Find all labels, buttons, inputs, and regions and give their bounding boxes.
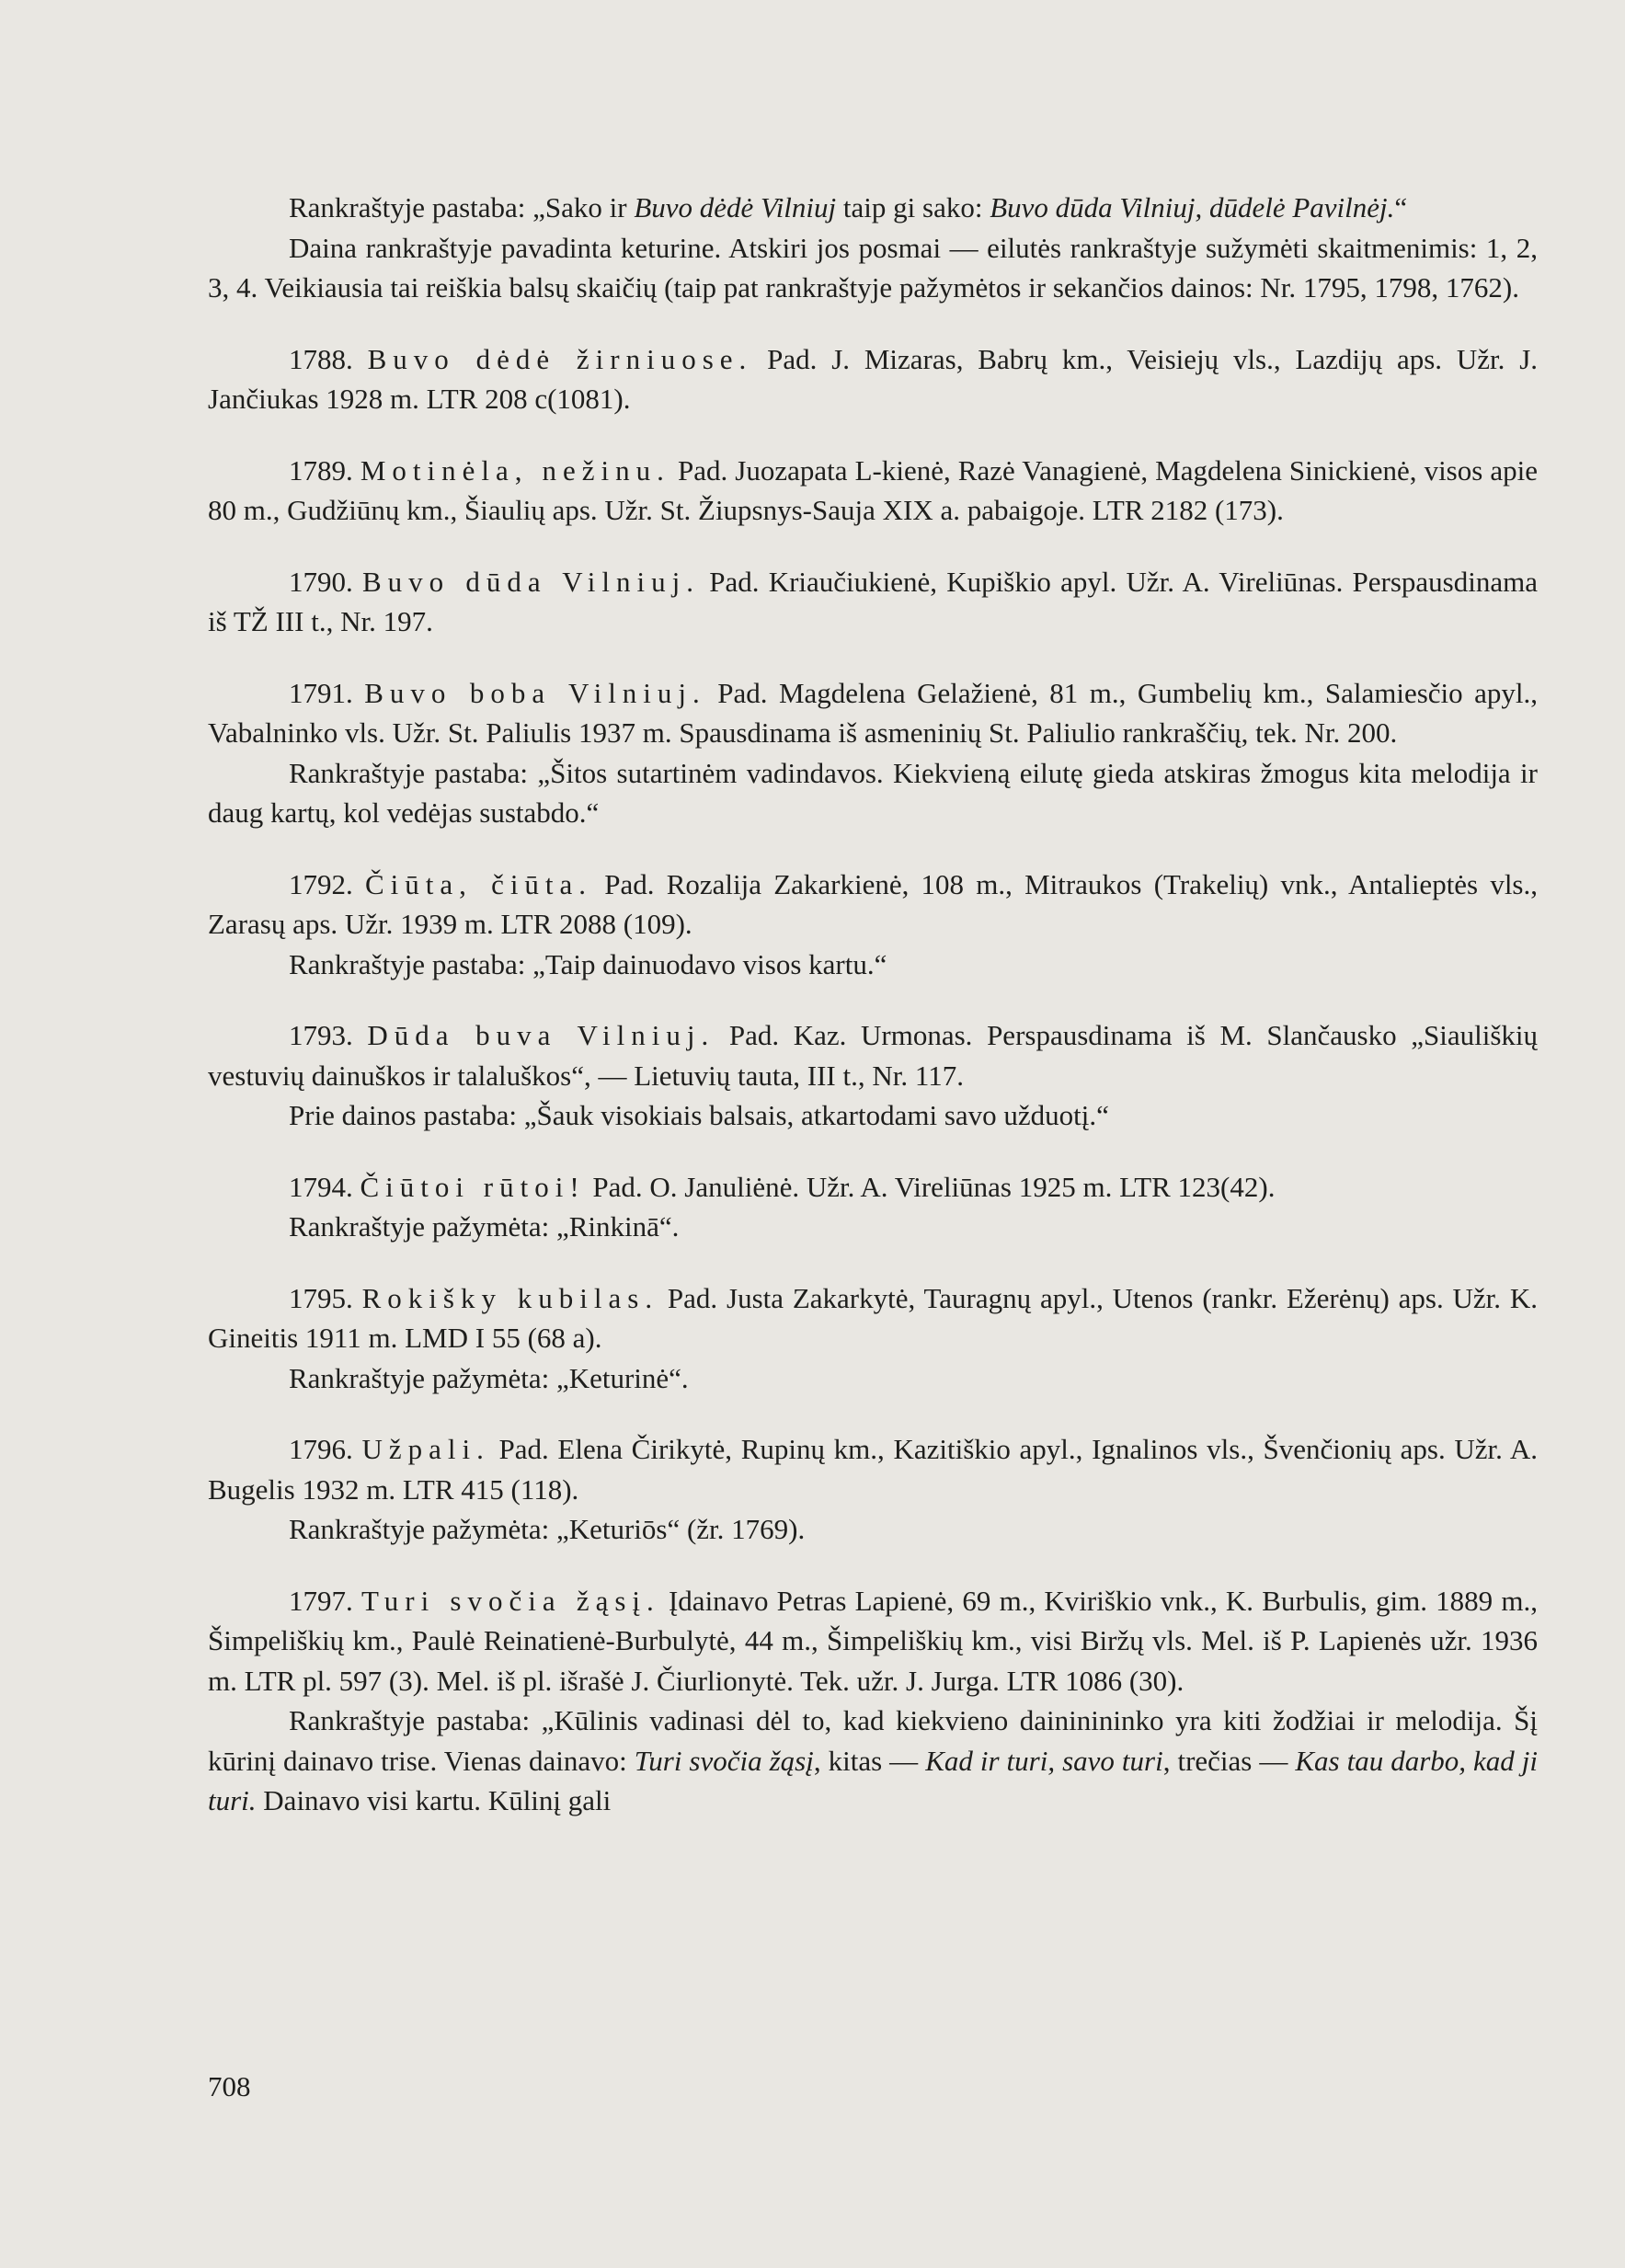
italic-text: Buvo dėdė Vilniuj — [634, 191, 837, 223]
entry-number: 1789. — [289, 453, 360, 487]
entry-paragraph — [208, 1429, 1538, 1509]
entry-title: Buvo boba Vilniuj. — [364, 676, 706, 709]
entry-paragraph — [208, 562, 1538, 642]
intro-paragraph: Rankraštyje pastaba: „Sako ir Buvo dėdė Vilniuj taip gi sako: Buvo dūda Vilniuj, dūdelė Pavilnėj.“ — [289, 191, 1408, 223]
entry-source: Pad. Kaz. Urmonas. Perspausdinama iš M. Slančausko „Siauliškių vestuvių dainuškos ir talaluškos“, — Lietuvių tauta, III t., Nr. 117. — [208, 1019, 1539, 1092]
song-entry — [208, 1429, 1538, 1550]
song-entry — [208, 1015, 1538, 1136]
intro-paragraph: Daina rankraštyje pavadinta keturine. Atskiri jos posmai — eilutės rankraštyje sužymėti skaitmenimis: 1, 2, 3, 4. Veikiausia tai reiškia balsų skaičių (taip pat rankraštyje pažymėtos ir sekančios dainos: Nr. 1795, 1798, 1762). — [208, 231, 1538, 304]
song-entry — [208, 339, 1538, 419]
entry-title: Motinėla, nežinu. — [360, 453, 670, 487]
song-entry — [208, 673, 1538, 833]
song-entry — [208, 1581, 1538, 1821]
entry-title: Turi svočia žąsį. — [360, 1584, 660, 1617]
song-entry — [208, 451, 1538, 531]
entry-note: Rankraštyje pastaba: „Kūlinis vadinasi dėl to, kad kiekvieno daininininko yra kiti žodžiai ir melodija. Šį kūrinį dainavo trise. Vienas dainavo: Turi svočia žąsį, kitas — Kad ir turi, savo turi, trečias — Kas tau darbo, kad ji turi. Dainavo visi kartu. Kūlinį gali — [208, 1704, 1538, 1816]
entry-title: Buvo dūda Vilniuj. — [361, 565, 701, 598]
entry-number: 1792. — [289, 867, 365, 900]
page-content — [208, 188, 1538, 1821]
entry-source: Pad. J. Mizaras, Babrų km., Veisiejų vls., Lazdijų aps. Užr. J. Jančiukas 1928 m. LTR 208 c(1081). — [208, 342, 1539, 415]
entry-title: Užpali. — [361, 1433, 490, 1465]
entry-note: Rankraštyje pastaba: „Šitos sutartinėm vadindavos. Kiekvieną eilutę gieda atskiras žmogus kita melodija ir daug kartų, kol vedėjas sustabdo.“ — [208, 756, 1538, 829]
entry-paragraph — [208, 339, 1538, 419]
entry-source: Pad. Rozalija Zakarkienė, 108 m., Mitraukos (Trakelių) vnk., Antalieptės vls., Zarasų aps. Užr. 1939 m. LTR 2088 (109). — [208, 867, 1538, 940]
entry-number: 1795. — [289, 1281, 362, 1314]
entry-number: 1794. — [289, 1170, 360, 1203]
entry-paragraph — [208, 673, 1538, 753]
entry-number: 1790. — [289, 565, 362, 598]
entry-source: Pad. Magdelena Gelažienė, 81 m., Gumbelių km., Salamiesčio apyl., Vabalninko vls. Užr. St. Paliulis 1937 m. Spausdinama iš asmeninių St. Paliulio rankraščių, tek. Nr. 200. — [208, 676, 1539, 749]
song-entry — [208, 1278, 1538, 1399]
italic-text: Kas tau darbo, kad ji turi. — [208, 1744, 1538, 1816]
entry-title: Čiūtoi rūtoi! — [360, 1170, 586, 1203]
entry-note: Rankraštyje pažymėta: „Keturinė“. — [289, 1361, 689, 1394]
entry-source: Pad. Justa Zakarkytė, Tauragnų apyl., Utenos (rankr. Ežerėnų) aps. Užr. K. Gineitis 1911 m. LMD I 55 (68 a). — [208, 1281, 1539, 1354]
page-number: 708 — [208, 2070, 251, 2102]
entry-number: 1791. — [289, 676, 365, 709]
song-entry — [208, 562, 1538, 642]
italic-text: Kad ir turi, savo turi — [925, 1744, 1163, 1777]
entry-number: 1796. — [289, 1433, 362, 1465]
entry-title: Dūda buva Vilniuj. — [367, 1019, 715, 1051]
entry-paragraph — [208, 1167, 1538, 1208]
entry-paragraph — [208, 1278, 1538, 1358]
entry-paragraph — [208, 1581, 1538, 1701]
entry-source: Pad. O. Januliėnė. Užr. A. Vireliūnas 1925 m. LTR 123(42). — [585, 1170, 1276, 1203]
entry-source: Pad. Elena Čirikytė, Rupinų km., Kazitiškio apyl., Ignalinos vls., Švenčionių aps. Užr. A. Bugelis 1932 m. LTR 415 (118). — [208, 1433, 1539, 1506]
entry-source: Pad. Kriaučiukienė, Kupiškio apyl. Užr. A. Vireliūnas. Perspausdinama iš TŽ III t., Nr. 197. — [208, 565, 1538, 637]
entry-paragraph — [208, 865, 1538, 945]
entry-note: Prie dainos pastaba: „Šauk visokiais balsais, atkartodami savo užduotį.“ — [289, 1099, 1109, 1131]
entry-title: Čiūta, čiūta. — [364, 867, 593, 900]
entry-note: Rankraštyje pažymėta: „Keturiōs“ (žr. 1769). — [289, 1513, 806, 1545]
song-entry — [208, 865, 1538, 985]
italic-text: Turi svočia žąsį — [634, 1744, 814, 1777]
entry-source: Pad. Juozapata L-kienė, Razė Vanagienė, Magdelena Sinickienė, visos apie 80 m., Gudžiūnų km., Šiaulių aps. Užr. St. Žiupsnys-Sauja XIX a. pabaigoje. LTR 2182 (173). — [208, 453, 1539, 526]
italic-text: Buvo dūda Vilniuj, dūdelė Pavilnėj. — [990, 191, 1395, 223]
entry-note: Rankraštyje pažymėta: „Rinkinā“. — [289, 1210, 680, 1243]
entry-number: 1788. — [289, 342, 368, 375]
entry-title: Buvo dėdė žirniuose. — [367, 342, 753, 375]
song-entry — [208, 1167, 1538, 1247]
entry-title: Rokišky kubilas. — [361, 1281, 659, 1314]
entry-number: 1797. — [289, 1584, 361, 1617]
entry-note: Rankraštyje pastaba: „Taip dainuodavo visos kartu.“ — [289, 947, 887, 980]
entry-paragraph — [208, 1015, 1538, 1095]
entry-source: Įdainavo Petras Lapienė, 69 m., Kviriškio vnk., K. Burbulis, gim. 1889 m., Šimpeliškių km., Paulė Reinatienė-Burbulytė, 44 m., Šimpeliškių km., visi Biržų vls. Mel. iš P. Lapienės užr. 1936 m. LTR pl. 597 (3). Mel. iš pl. išrašė J. Čiurlionytė. Tek. užr. J. Jurga. LTR 1086 (30). — [208, 1584, 1538, 1697]
entry-paragraph — [208, 451, 1538, 531]
entry-number: 1793. — [289, 1019, 368, 1051]
